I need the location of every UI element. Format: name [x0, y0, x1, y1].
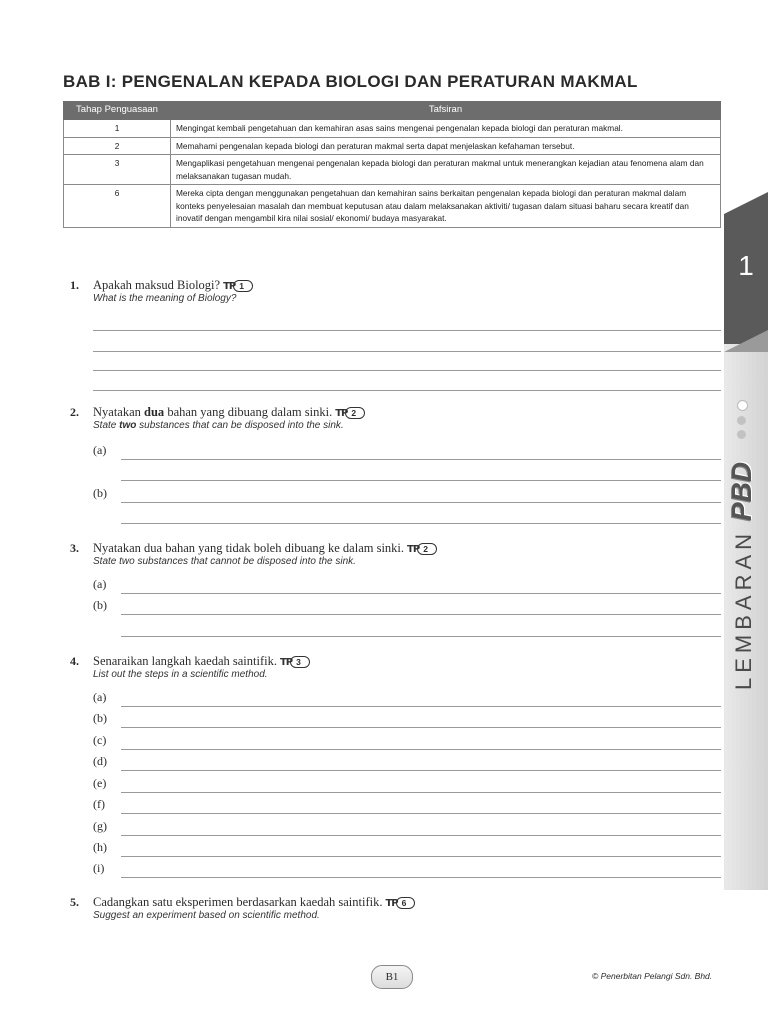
answer-label: (b) — [93, 598, 107, 612]
column-header-interpretation: Tafsiran — [171, 102, 721, 120]
description-cell: Mereka cipta dengan menggunakan pengetahuan dan kemahiran sains berkaitan pengenalan kepada biologi dan peraturan makmal dalam konteks penyelesaian masalah dan membuat keputusan atau dalam melaksanakan aktiviti/ tugasan dalam situasi baharu secara kreatif dan inovatif dengan mengambil kira nilai sosial/ ekonomi/ budaya masyarakat. — [171, 185, 721, 228]
answer-line[interactable] — [93, 370, 721, 371]
table-row — [64, 155, 721, 185]
answer-line[interactable] — [121, 523, 721, 524]
answer-line[interactable] — [121, 749, 721, 750]
answer-line[interactable] — [121, 856, 721, 857]
answer-label: (d) — [93, 754, 107, 768]
mastery-level-badge — [280, 654, 310, 669]
answer-line[interactable] — [121, 792, 721, 793]
table-row — [64, 120, 721, 138]
answer-label: (g) — [93, 819, 107, 833]
answer-line[interactable] — [121, 502, 721, 503]
tp-icon: TP — [279, 656, 293, 668]
answer-label: (f) — [93, 797, 105, 811]
tp-level: 6 — [396, 897, 416, 909]
question-translation: List out the steps in a scientific method. — [93, 669, 268, 680]
question-number: 1. — [70, 278, 79, 292]
tp-icon: TP — [407, 543, 420, 555]
answer-line[interactable] — [121, 727, 721, 728]
question-translation: Suggest an experiment based on scientific method. — [93, 910, 320, 921]
publisher-credit: © Penerbitan Pelangi Sdn. Bhd. — [592, 971, 713, 981]
mastery-level-badge — [407, 541, 437, 556]
question-translation: State two substances that cannot be disposed into the sink. — [93, 556, 356, 567]
lembaran-label: LEMBARAN — [731, 528, 756, 690]
mastery-level-table — [63, 101, 721, 228]
answer-label: (b) — [93, 711, 107, 725]
question-text-part: bahan yang dibuang dalam sinki. — [164, 405, 333, 419]
tp-level: 2 — [417, 543, 437, 555]
dot-icon — [737, 400, 748, 411]
tp-icon: TP — [385, 897, 398, 909]
tp-level: 1 — [233, 280, 253, 292]
level-cell: 2 — [64, 137, 171, 155]
answer-line[interactable] — [121, 813, 721, 814]
translation-part: substances that can be disposed into the sink. — [136, 420, 344, 431]
answer-line[interactable] — [121, 877, 721, 878]
mastery-level-badge — [335, 405, 365, 420]
question-number: 2. — [70, 405, 79, 419]
question-text — [93, 654, 310, 670]
tp-icon: TP — [223, 280, 236, 292]
question-text-part: Nyatakan — [93, 405, 145, 419]
page-number: B1 — [371, 965, 413, 989]
tp-icon: TP — [335, 407, 348, 419]
description-cell: Mengaplikasi pengetahuan mengenai pengenalan kepada biologi dan peraturan makmal untuk menerangkan kejadian atau fenomena alam dan melaksanakan tugasan mudah. — [171, 155, 721, 185]
table-row — [64, 137, 721, 155]
table-header-row — [64, 102, 721, 120]
mastery-level-badge — [385, 895, 415, 910]
answer-line[interactable] — [121, 593, 721, 594]
dot-icon — [737, 416, 746, 425]
question-text — [93, 895, 415, 911]
pbd-logo: PBD — [726, 461, 757, 521]
translation-part: State — [93, 420, 120, 431]
tp-level: 2 — [345, 407, 365, 419]
description-cell: Memahami pengenalan kepada biologi dan peraturan makmal serta dapat menjelaskan kefahaman tersebut. — [171, 137, 721, 155]
page-title: BAB I: PENGENALAN KEPADA BIOLOGI DAN PERATURAN MAKMAL — [63, 72, 638, 91]
answer-line[interactable] — [121, 770, 721, 771]
question-text-main: Cadangkan satu eksperimen berdasarkan kaedah saintifik. — [93, 895, 383, 909]
decorative-dots — [737, 400, 748, 444]
chapter-tab-notch — [724, 192, 768, 214]
tp-level: 3 — [290, 656, 310, 668]
question-number: 4. — [70, 654, 79, 668]
question-translation: What is the meaning of Biology? — [93, 293, 237, 304]
chapter-tab-fold — [724, 330, 768, 352]
question-translation — [93, 420, 344, 431]
answer-label: (e) — [93, 776, 107, 790]
answer-line[interactable] — [121, 480, 721, 481]
answer-label: (a) — [93, 690, 107, 704]
question-text — [93, 541, 437, 557]
description-cell: Mengingat kembali pengetahuan dan kemahiran asas sains mengenai pengenalan kepada biologi dan peraturan makmal. — [171, 120, 721, 138]
question-number: 5. — [70, 895, 79, 909]
answer-line[interactable] — [121, 614, 721, 615]
vertical-label — [726, 462, 758, 690]
answer-line[interactable] — [93, 351, 721, 352]
level-cell: 6 — [64, 185, 171, 228]
column-header-level: Tahap Penguasaan — [64, 102, 171, 120]
question-number: 3. — [70, 541, 79, 555]
answer-line[interactable] — [121, 706, 721, 707]
question-text-main: Apakah maksud Biologi? — [93, 278, 221, 292]
answer-line[interactable] — [121, 835, 721, 836]
table-row — [64, 185, 721, 228]
answer-line[interactable] — [93, 390, 721, 391]
answer-label: (a) — [93, 443, 107, 457]
answer-label: (c) — [93, 733, 107, 747]
answer-line[interactable] — [93, 330, 721, 331]
chapter-number: 1 — [738, 250, 754, 281]
answer-label: (h) — [93, 840, 107, 854]
translation-emphasis: two — [119, 420, 137, 431]
level-cell: 3 — [64, 155, 171, 185]
answer-line[interactable] — [121, 636, 721, 637]
answer-line[interactable] — [121, 459, 721, 460]
answer-label: (a) — [93, 577, 107, 591]
question-text — [93, 405, 365, 421]
dot-icon — [737, 430, 746, 439]
answer-label: (b) — [93, 486, 107, 500]
mastery-level-badge — [223, 278, 253, 293]
question-text-main: Nyatakan dua bahan yang tidak boleh dibuang ke dalam sinki. — [93, 541, 405, 555]
level-cell: 1 — [64, 120, 171, 138]
question-text-main: Senaraikan langkah kaedah saintifik. — [93, 654, 277, 668]
question-text-emphasis: dua — [144, 405, 165, 419]
answer-label: (i) — [93, 861, 105, 875]
question-text — [93, 278, 253, 294]
